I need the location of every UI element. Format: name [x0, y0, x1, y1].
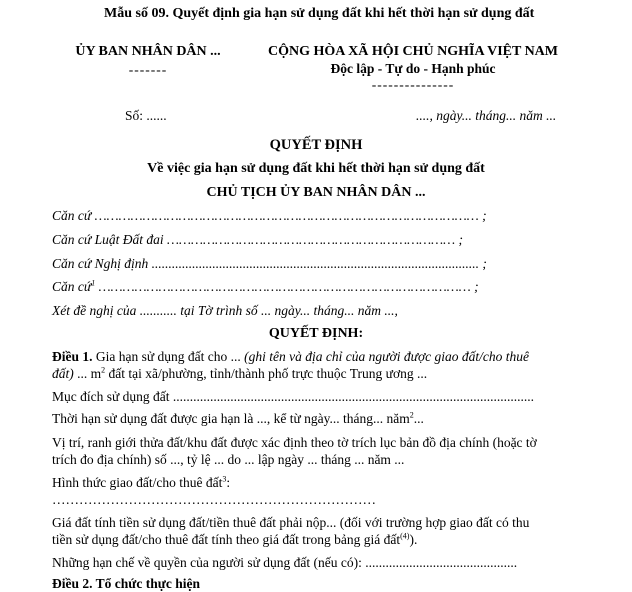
form-title: Mẫu số 09. Quyết định gia hạn sử dụng đất khi hết thời hạn sử dụng đất [104, 6, 535, 21]
article1-purpose: Mục đích sử dụng đất ........................................................................................................... [52, 389, 535, 404]
article1-limits: Những hạn chế về quyền của người sử dụng đất (nếu có): ............................................. [52, 555, 518, 570]
document-number: Số: ...... [125, 108, 167, 123]
article1-location-2: trích đo địa chính) số ..., tỷ lệ ... do ... lập ngày ... tháng ... năm ... [52, 452, 405, 467]
decision-authority: CHỦ TỊCH ỦY BAN NHÂN DÂN ... [206, 185, 426, 200]
article1-line-1: Điều 1. Gia hạn sử dụng đất cho ... (ghi tên và địa chỉ của người được giao đất/cho thuê [52, 349, 530, 364]
header-right-rule: --------------- [371, 77, 455, 92]
article1-term: Thời hạn sử dụng đất được gia hạn là ..., kể từ ngày... tháng... năm$^2$... [52, 410, 424, 426]
decision-subject: Về việc gia hạn sử dụng đất khi hết thời hạn sử dụng đất [147, 161, 485, 176]
article1-form: Hình thức giao đất/cho thuê đất$^3$: [52, 474, 231, 490]
article1-form-dots: ……………………………………………………………… [52, 492, 376, 507]
basis-line-5: Xét đề nghị của ........... tại Tờ trình số ... ngày... tháng... năm ..., [52, 303, 398, 318]
document-date: ...., ngày... tháng... năm ... [416, 108, 557, 123]
header-left-rule: ------- [128, 62, 168, 77]
header-motto: Độc lập - Tự do - Hạnh phúc [330, 61, 496, 76]
header-left-org: ỦY BAN NHÂN DÂN ... [75, 44, 221, 59]
header-nation: CỘNG HÒA XÃ HỘI CHỦ NGHĨA VIỆT NAM [267, 44, 558, 59]
article1-price-2: tiền sử dụng đất/cho thuê đất tính theo giá đất trong bảng giá đất$^{(4)}$). [52, 531, 418, 547]
decision-title: QUYẾT ĐỊNH [269, 137, 363, 153]
basis-line-4: Căn cứ$^1$ ………………………………………………………………………………… ; [52, 278, 479, 294]
article1-price-1: Giá đất tính tiền sử dụng đất/tiền thuê đất phải nộp... (đối với trường hợp giao đất có thu [52, 515, 530, 530]
decision-heading: QUYẾT ĐỊNH: [268, 326, 364, 341]
article1-line-2: đất) ... $m^2$ đất tại xã/phường, tỉnh/thành phố trực thuộc Trung ương ... [52, 365, 428, 381]
article2-partial: Điều 2. Tổ chức thực hiện [52, 576, 200, 591]
basis-line-1: Căn cứ …………………………………………………………………………………… ; [52, 208, 487, 223]
article1-location-1: Vị trí, ranh giới thửa đất/khu đất được xác định theo tờ trích lục bản đồ địa chính (hoặc tờ [52, 435, 537, 450]
basis-line-3: Căn cứ Nghị định ................................................................................................. ; [52, 256, 487, 271]
basis-line-2: Căn cứ Luật Đất đai ……………………………………………………………… ; [52, 232, 463, 247]
